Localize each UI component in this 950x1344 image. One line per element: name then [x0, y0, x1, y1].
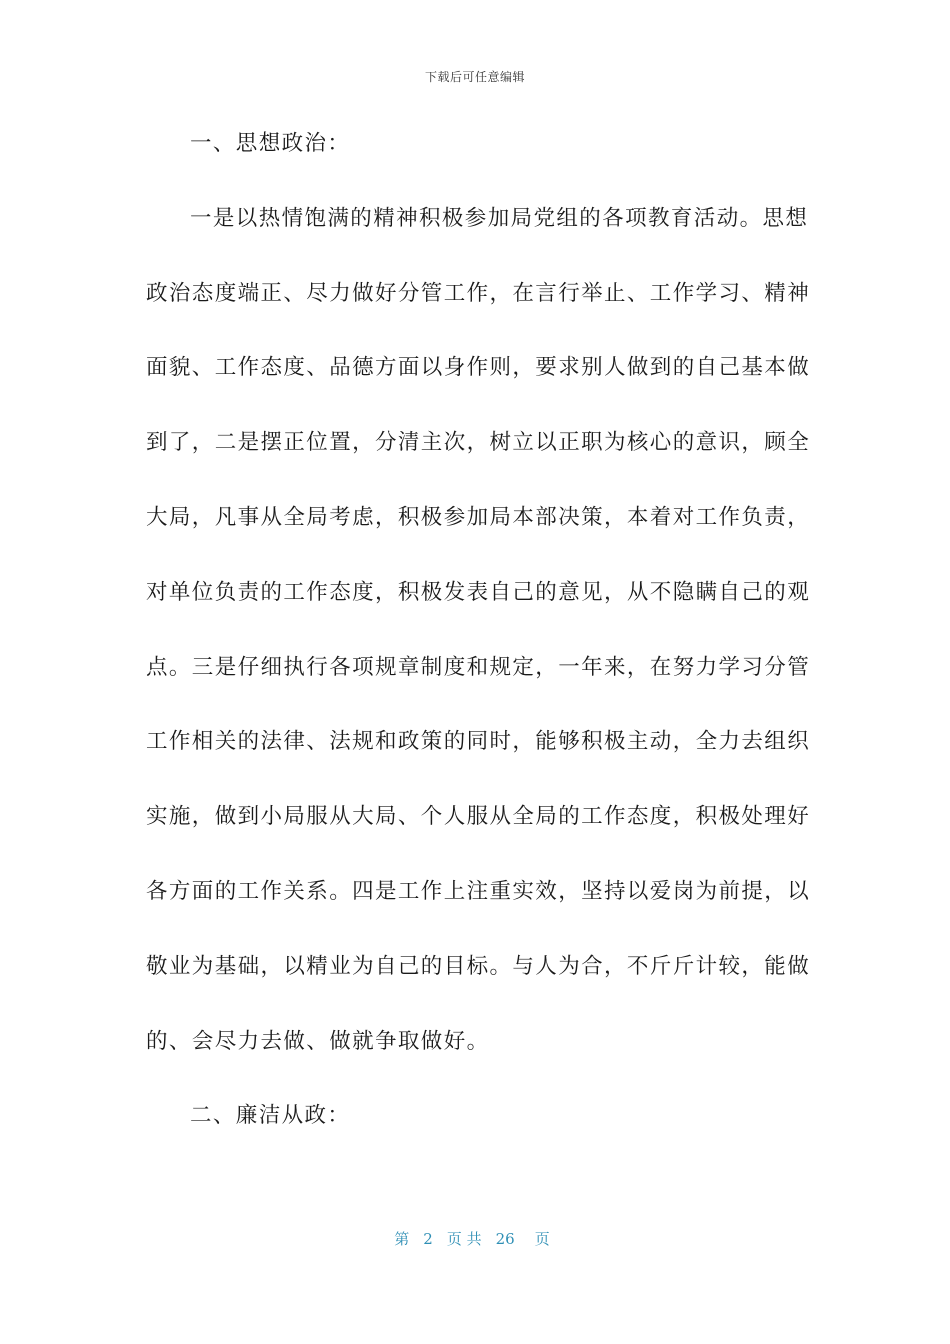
paragraph-line: 实施，做到小局服从大局、个人服从全局的工作态度，积极处理好	[146, 804, 811, 830]
paragraph-line: 点。三是仔细执行各项规章制度和规定，一年来，在努力学习分管	[146, 654, 811, 680]
paragraph-line: 工作相关的法律、法规和政策的同时，能够积极主动，全力去组织	[146, 729, 811, 755]
footer-suffix: 页	[534, 1230, 550, 1248]
paragraph-line: 的、会尽力去做、做就争取做好。	[146, 1028, 490, 1054]
footer-middle: 页 共	[446, 1230, 482, 1248]
paragraph-line: 面貌、工作态度、品德方面以身作则，要求别人做到的自己基本做	[146, 355, 811, 381]
paragraph-line: 到了，二是摆正位置，分清主次，树立以正职为核心的意识，顾全	[146, 430, 811, 456]
paragraph-line: 一是以热情饱满的精神积极参加局党组的各项教育活动。思想	[190, 205, 809, 231]
paragraph-line: 敬业为基础，以精业为自己的目标。与人为合，不斤斤计较，能做	[146, 953, 811, 979]
section-heading-2: 二、廉洁从政：	[190, 1103, 351, 1129]
page-footer	[0, 1228, 950, 1249]
document-body	[146, 124, 811, 1171]
paragraph-line: 政治态度端正、尽力做好分管工作，在言行举止、工作学习、精神	[146, 280, 811, 306]
current-page-number: 2	[423, 1230, 433, 1248]
paragraph-line: 对单位负责的工作态度，积极发表自己的意见，从不隐瞒自己的观	[146, 579, 811, 605]
paragraph-line: 各方面的工作关系。四是工作上注重实效，坚持以爱岗为前提，以	[146, 878, 811, 904]
section-heading-1: 一、思想政治：	[190, 131, 351, 156]
header-note: 下载后可任意编辑	[424, 70, 525, 84]
footer-prefix: 第	[394, 1230, 410, 1248]
total-page-count: 26	[495, 1230, 515, 1248]
paragraph-line: 大局，凡事从全局考虑，积极参加局本部决策，本着对工作负责，	[146, 504, 811, 530]
